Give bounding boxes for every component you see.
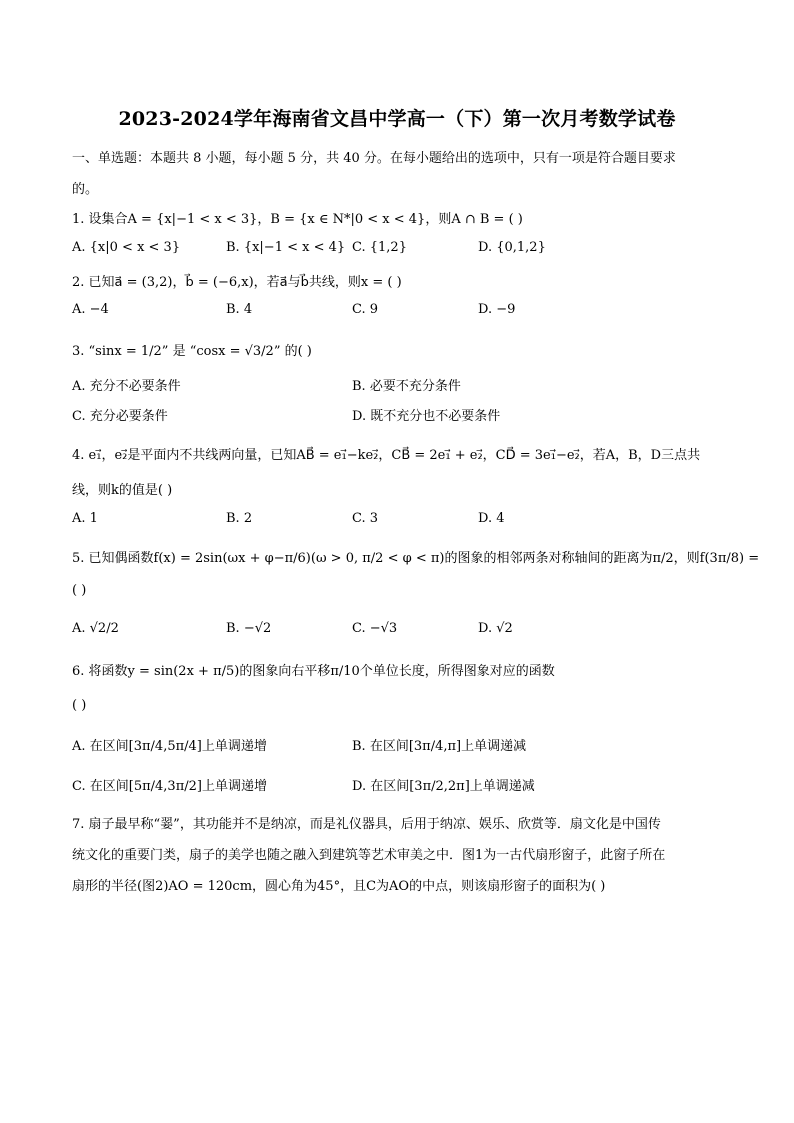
question-4-option-b: B. 2: [226, 511, 253, 526]
question-4-option-d: D. 4: [478, 511, 505, 526]
question-6-stem: 6. 将函数y = sin(2x + π/5)的图象向右平移π/10个单位长度，所得图象对应的函数: [72, 664, 555, 679]
question-5-option-a: A. √2/2: [72, 621, 119, 636]
question-2-stem: 2. 已知a⃗ = (3,2)，b⃗ = (−6,x)，若a⃗与b⃗共线，则x = ( ): [72, 275, 402, 290]
question-1-option-d: D. {0,1,2}: [478, 240, 546, 255]
question-7-stem-cont-2: 扇形的半径(图2)AO = 120cm，圆心角为45°，且C为AO的中点，则该扇形窗子的面积为( ): [72, 879, 606, 894]
question-5-stem: 5. 已知偶函数f(x) = 2sin(ωx + φ−π/6)(ω > 0, π/2 < φ < π)的图象的相邻两条对称轴间的距离为π/2，则f(3π/8) =: [72, 551, 760, 566]
question-6-option-c: C. 在区间[5π/4,3π/2]上单调递增: [72, 779, 267, 794]
question-3-option-d: D. 既不充分也不必要条件: [352, 409, 501, 424]
question-2-option-b: B. 4: [226, 302, 253, 317]
question-2-option-a: A. −4: [72, 302, 109, 317]
question-6-option-d: D. 在区间[3π/2,2π]上单调递减: [352, 779, 535, 794]
section-heading-cont: 的。: [72, 182, 99, 197]
question-6-stem-cont: ( ): [72, 698, 87, 713]
question-5-option-d: D. √2: [478, 621, 513, 636]
question-5-stem-cont: ( ): [72, 583, 87, 598]
question-3-option-c: C. 充分必要条件: [72, 409, 168, 424]
question-2-option-c: C. 9: [352, 302, 379, 317]
question-5-option-b: B. −√2: [226, 621, 272, 636]
question-1-stem: 1. 设集合A = {x|−1 < x < 3}，B = {x ∈ N*|0 < x < 4}，则A ∩ B = ( ): [72, 212, 523, 227]
question-2-option-d: D. −9: [478, 302, 516, 317]
question-1-option-b: B. {x|−1 < x < 4}: [226, 240, 346, 255]
question-7-stem: 7. 扇子最早称“翣”，其功能并不是纳凉，而是礼仪器具，后用于纳凉、娱乐、欣赏等．扇文化是中国传: [72, 817, 661, 832]
section-heading: 一、单选题：本题共 8 小题，每小题 5 分，共 40 分。在每小题给出的选项中，只有一项是符合题目要求: [72, 151, 676, 166]
question-5-option-c: C. −√3: [352, 621, 398, 636]
question-4-option-a: A. 1: [72, 511, 98, 526]
question-3-stem: 3. “sinx = 1/2” 是 “cosx = √3/2” 的( ): [72, 344, 312, 359]
question-7-stem-cont: 统文化的重要门类，扇子的美学也随之融入到建筑等艺术审美之中．图1为一古代扇形窗子，此窗子所在: [72, 848, 666, 863]
question-3-option-a: A. 充分不必要条件: [72, 379, 181, 394]
question-3-option-b: B. 必要不充分条件: [352, 379, 461, 394]
question-4-option-c: C. 3: [352, 511, 379, 526]
page-title: 2023-2024学年海南省文昌中学高一（下）第一次月考数学试卷: [118, 108, 676, 130]
question-1-option-a: A. {x|0 < x < 3}: [72, 240, 181, 255]
question-4-stem: 4. e₁⃗，e₂⃗是平面内不共线两向量，已知AB⃗ = e₁⃗−ke₂⃗，CB⃗ = 2e₁⃗ + e₂⃗，CD⃗ = 3e₁⃗−e₂⃗，若A，B，D三点共: [72, 448, 701, 463]
question-6-option-a: A. 在区间[3π/4,5π/4]上单调递增: [72, 739, 267, 754]
question-6-option-b: B. 在区间[3π/4,π]上单调递减: [352, 739, 527, 754]
question-4-stem-cont: 线，则k的值是( ): [72, 483, 173, 498]
question-1-option-c: C. {1,2}: [352, 240, 407, 255]
